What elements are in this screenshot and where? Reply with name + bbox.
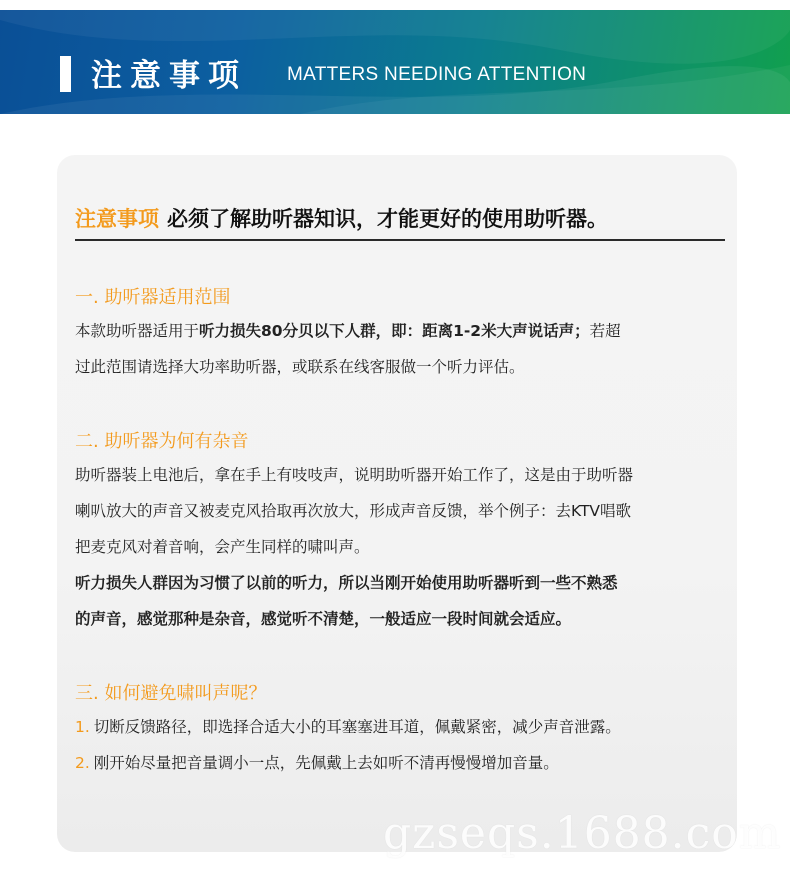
header-banner (0, 10, 790, 114)
section-body-1 (75, 313, 725, 385)
section-2-line-3: 把麦克风对着音响，会产生同样的啸叫声。 (75, 538, 370, 556)
list-item-text: 刚开始尽量把音量调小一点，先佩戴上去如听不清再慢慢增加音量。 (93, 754, 559, 772)
line-text: 本款助听器适用于 (75, 322, 200, 340)
banner-subtitle: MATTERS NEEDING ATTENTION (287, 64, 587, 85)
list-item (75, 709, 725, 745)
section-title-3: 三. 如何避免啸叫声呢？ (75, 683, 267, 704)
watermark: gzseqs.1688.com (383, 808, 782, 859)
list-item-number: 2. (75, 754, 90, 772)
line-text: 若超 (589, 322, 621, 340)
banner-title: 注意事项 (91, 58, 247, 94)
section-2-line-4: 听力损失人群因为习惯了以前的听力，所以当刚开始使用助听器听到一些不熟悉 (75, 574, 618, 592)
section-body-3 (75, 709, 725, 781)
headline-underline (75, 239, 725, 241)
list-item-number: 1. (75, 718, 90, 736)
section-2-line-1: 助听器装上电池后，拿在手上有吱吱声，说明助听器开始工作了，这是由于助听器 (75, 466, 634, 484)
line-bold: 听力损失80分贝以下人群，即：距离1-2米大声说话声； (199, 322, 590, 340)
section-1-line-2: 过此范围请选择大功率助听器，或联系在线客服做一个听力评估。 (75, 358, 525, 376)
section-title-1: 一. 助听器适用范围 (75, 287, 231, 308)
section-2-line-5: 的声音，感觉那种是杂音，感觉听不清楚，一般适应一段时间就会适应。 (75, 610, 572, 628)
section-title-2: 二. 助听器为何有杂音 (75, 431, 249, 452)
list-item-text: 切断反馈路径，即选择合适大小的耳塞塞进耳道，佩戴紧密，减少声音泄露。 (93, 718, 621, 736)
section-body-2 (75, 457, 725, 637)
section-1-line-1 (75, 313, 725, 349)
list-item (75, 745, 725, 781)
headline (75, 203, 725, 243)
headline-accent: 注意事项 (75, 207, 159, 231)
title-bar-mark (60, 56, 71, 92)
headline-text: 必须了解助听器知识，才能更好的使用助听器。 (167, 207, 608, 231)
section-2-line-2: 喇叭放大的声音又被麦克风拾取再次放大，形成声音反馈，举个例子：去KTV唱歌 (75, 502, 632, 520)
